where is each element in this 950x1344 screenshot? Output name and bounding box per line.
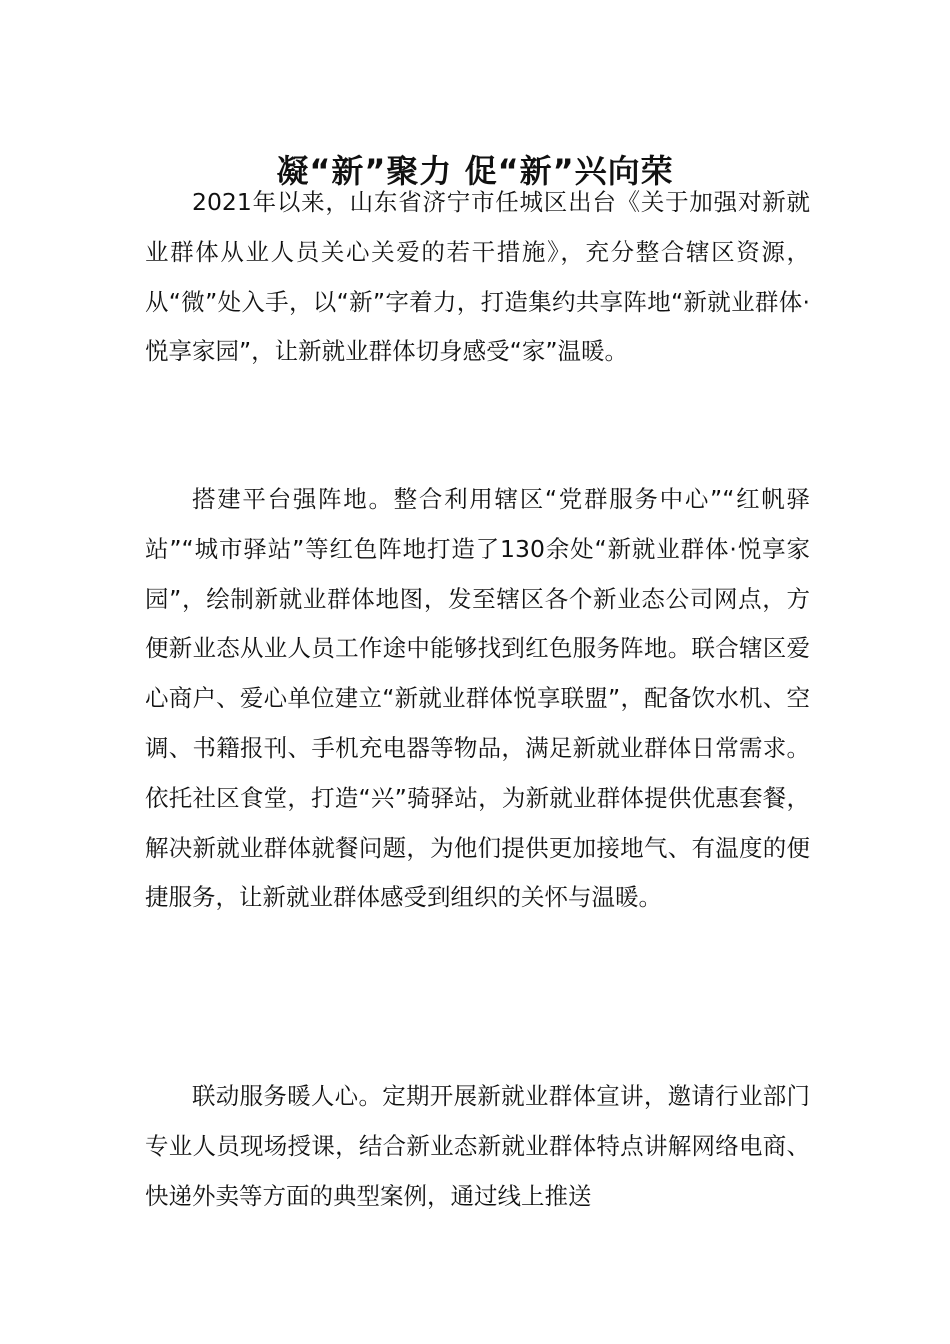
paragraph-platform: 搭建平台强阵地。整合利用辖区“党群服务中心”“红帆驿站”“城市驿站”等红色阵地打造了130余处“新就业群体·悦享家园”，绘制新就业群体地图，发至辖区各个新业态公司网点，方便新业态从业人员工作途中能够找到红色服务阵地。联合辖区爱心商户、爱心单位建立“新就业群体悦享联盟”，配备饮水机、空调、书籍报刊、手机充电器等物品，满足新就业群体日常需求。依托社区食堂，打造“兴”骑驿站，为新就业群体提供优惠套餐，解决新就业群体就餐问题，为他们提供更加接地气、有温度的便捷服务，让新就业群体感受到组织的关怀与温暖。 bbox=[145, 485, 810, 912]
document-title: 凝“新”聚力 促“新”兴向荣 bbox=[276, 152, 674, 191]
paragraph-service: 联动服务暖人心。定期开展新就业群体宣讲，邀请行业部门专业人员现场授课，结合新业态新就业群体特点讲解网络电商、快递外卖等方面的典型案例，通过线上推送 bbox=[145, 1082, 810, 1210]
paragraph-intro: 2021年以来，山东省济宁市任城区出台《关于加强对新就业群体从业人员关心关爱的若干措施》，充分整合辖区资源，从“微”处入手，以“新”字着力，打造集约共享阵地“新就业群体·悦享家园”，让新就业群体切身感受“家”温暖。 bbox=[145, 188, 810, 366]
